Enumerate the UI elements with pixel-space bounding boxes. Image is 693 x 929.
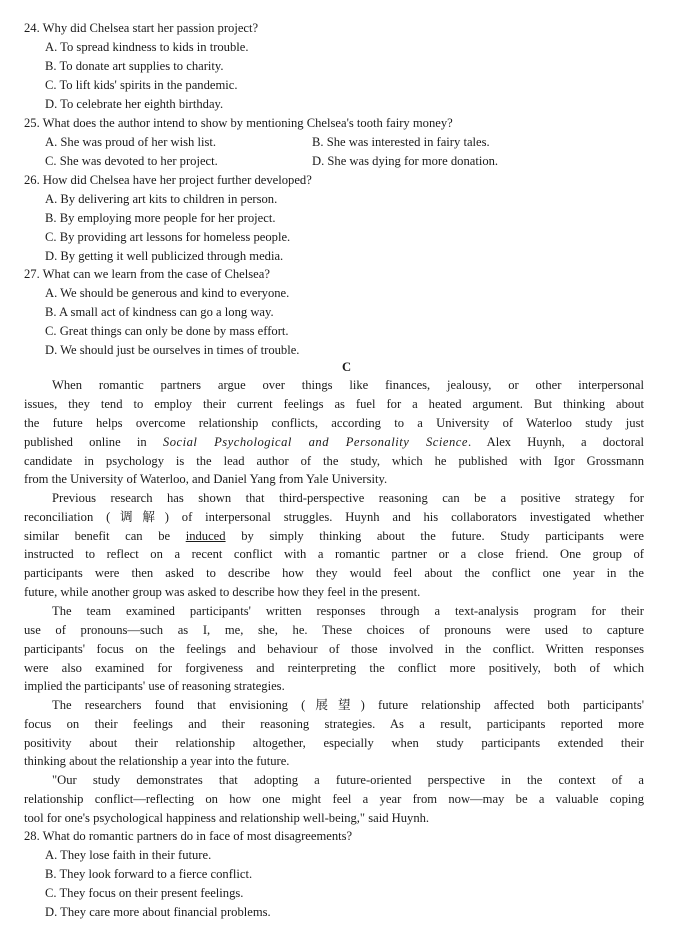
question-27-option-b: B. A small act of kindness can go a long way.: [45, 305, 274, 319]
passage-p1-line-6: from the University of Waterloo, and Daniel Yang from Yale University.: [24, 472, 388, 486]
passage-p4-line-1: The researchers found that envisioning (展望) future relationship affected both participants': [52, 698, 644, 712]
passage-p1-line-2: issues, they tend to employ their current feelings as fuel for a heated argument. But thinking about: [24, 397, 644, 411]
question-27-option-d: D. We should just be ourselves in times of trouble.: [45, 343, 300, 357]
question-28-option-a: A. They lose faith in their future.: [45, 848, 212, 862]
passage-p3-line-2: use of pronouns—such as I, me, she, he. These choices of pronouns were used to capture: [24, 623, 644, 637]
question-27-option-a: A. We should be generous and kind to everyone.: [45, 286, 290, 300]
passage-p1-line-3: the future helps overcome relationship conflicts, according to a University of Waterloo study just: [24, 416, 644, 430]
passage-p3-line-4: were also examined for forgiveness and reinterpreting the conflict more positively, both of which: [24, 661, 644, 675]
passage-p4-line-4: thinking about the relationship a year into the future.: [24, 754, 290, 768]
passage-p3-line-5: implied the participants' use of reasoning strategies.: [24, 679, 285, 693]
question-28-option-b: B. They look forward to a fierce conflict.: [45, 867, 253, 881]
passage-p1-line-5: candidate in psychology is the lead author of the study, which he published with Igor Grossmann: [24, 454, 644, 468]
question-26-option-c: C. By providing art lessons for homeless people.: [45, 230, 291, 244]
question-25-option-c: C. She was devoted to her project.: [45, 154, 218, 168]
passage-p5-line-1: "Our study demonstrates that adopting a future-oriented perspective in the context of a: [52, 773, 644, 787]
question-28-option-c: C. They focus on their present feelings.: [45, 886, 244, 900]
question-25-option-a: A. She was proud of her wish list.: [45, 135, 217, 149]
question-24-option-c: C. To lift kids' spirits in the pandemic.: [45, 78, 238, 92]
question-26-option-b: B. By employing more people for her project.: [45, 211, 276, 225]
passage-p2-line-5: participants were then asked to describe how they would feel about the conflict one year in the: [24, 566, 644, 580]
question-25-stem: 25. What does the author intend to show by mentioning Chelsea's tooth fairy money?: [24, 116, 453, 130]
passage-p1-line-4-lead: published online in: [24, 435, 147, 449]
passage-p4-line-2: focus on their feelings and their reasoning strategies. As a result, participants reported more: [24, 717, 644, 731]
question-27-option-c: C. Great things can only be done by mass effort.: [45, 324, 289, 338]
passage-p1-line-1: When romantic partners argue over things like finances, jealousy, or other interpersonal: [52, 378, 644, 392]
question-24-option-d: D. To celebrate her eighth birthday.: [45, 97, 224, 111]
passage-p3-line-1: The team examined participants' written responses through a text-analysis program for their: [52, 604, 644, 618]
question-26-option-a: A. By delivering art kits to children in person.: [45, 192, 278, 206]
passage-p2-line-4: instructed to reflect on a recent conflict with a romantic partner or a close friend. One group of: [24, 547, 644, 561]
question-26-option-d: D. By getting it well publicized through media.: [45, 249, 284, 263]
journal-title: Social Psychological and Personality Science: [162, 435, 468, 449]
passage-p2-line-6: future, while another group was asked to describe how they feel in the present.: [24, 585, 421, 599]
question-28-stem: 28. What do romantic partners do in face of most disagreements?: [24, 829, 353, 843]
question-28-option-d: D. They care more about financial problems.: [45, 905, 271, 919]
section-c-heading: C: [341, 360, 352, 374]
passage-p2-line-3-tail: by simply thinking about the future. Study participants were: [241, 529, 645, 543]
passage-p2-line-3-lead: similar benefit can be: [24, 529, 171, 543]
underlined-word-induced: induced: [185, 529, 226, 543]
question-25-option-d: D. She was dying for more donation.: [312, 154, 499, 168]
passage-p1-line-4-tail: . Alex Huynh, a doctoral: [467, 435, 645, 449]
passage-p1-line-4: [24, 433, 644, 451]
passage-p2-line-1: Previous research has shown that third-perspective reasoning can be a positive strategy for: [52, 491, 644, 505]
passage-p3-line-3: participants' focus on the feelings and behaviour of those involved in the conflict. Written responses: [24, 642, 644, 656]
passage-p2-line-2: reconciliation (调解) of interpersonal struggles. Huynh and his collaborators investigated whether: [24, 510, 644, 524]
passage-p2-line-3: [24, 527, 644, 545]
question-26-stem: 26. How did Chelsea have her project further developed?: [24, 173, 312, 187]
question-27-stem: 27. What can we learn from the case of Chelsea?: [24, 267, 270, 281]
question-24-option-a: A. To spread kindness to kids in trouble.: [45, 40, 249, 54]
passage-p4-line-3: positivity about their relationship altogether, especially when study participants extended their: [24, 736, 644, 750]
passage-p5-line-2: relationship conflict—reflecting on how one might feel a year from now—may be a valuable coping: [24, 792, 644, 806]
passage-p5-line-3: tool for one's psychological happiness and relationship well-being," said Huynh.: [24, 811, 430, 825]
question-24-option-b: B. To donate art supplies to charity.: [45, 59, 224, 73]
question-25-option-b: B. She was interested in fairy tales.: [312, 135, 490, 149]
question-24-stem: 24. Why did Chelsea start her passion project?: [24, 21, 259, 35]
